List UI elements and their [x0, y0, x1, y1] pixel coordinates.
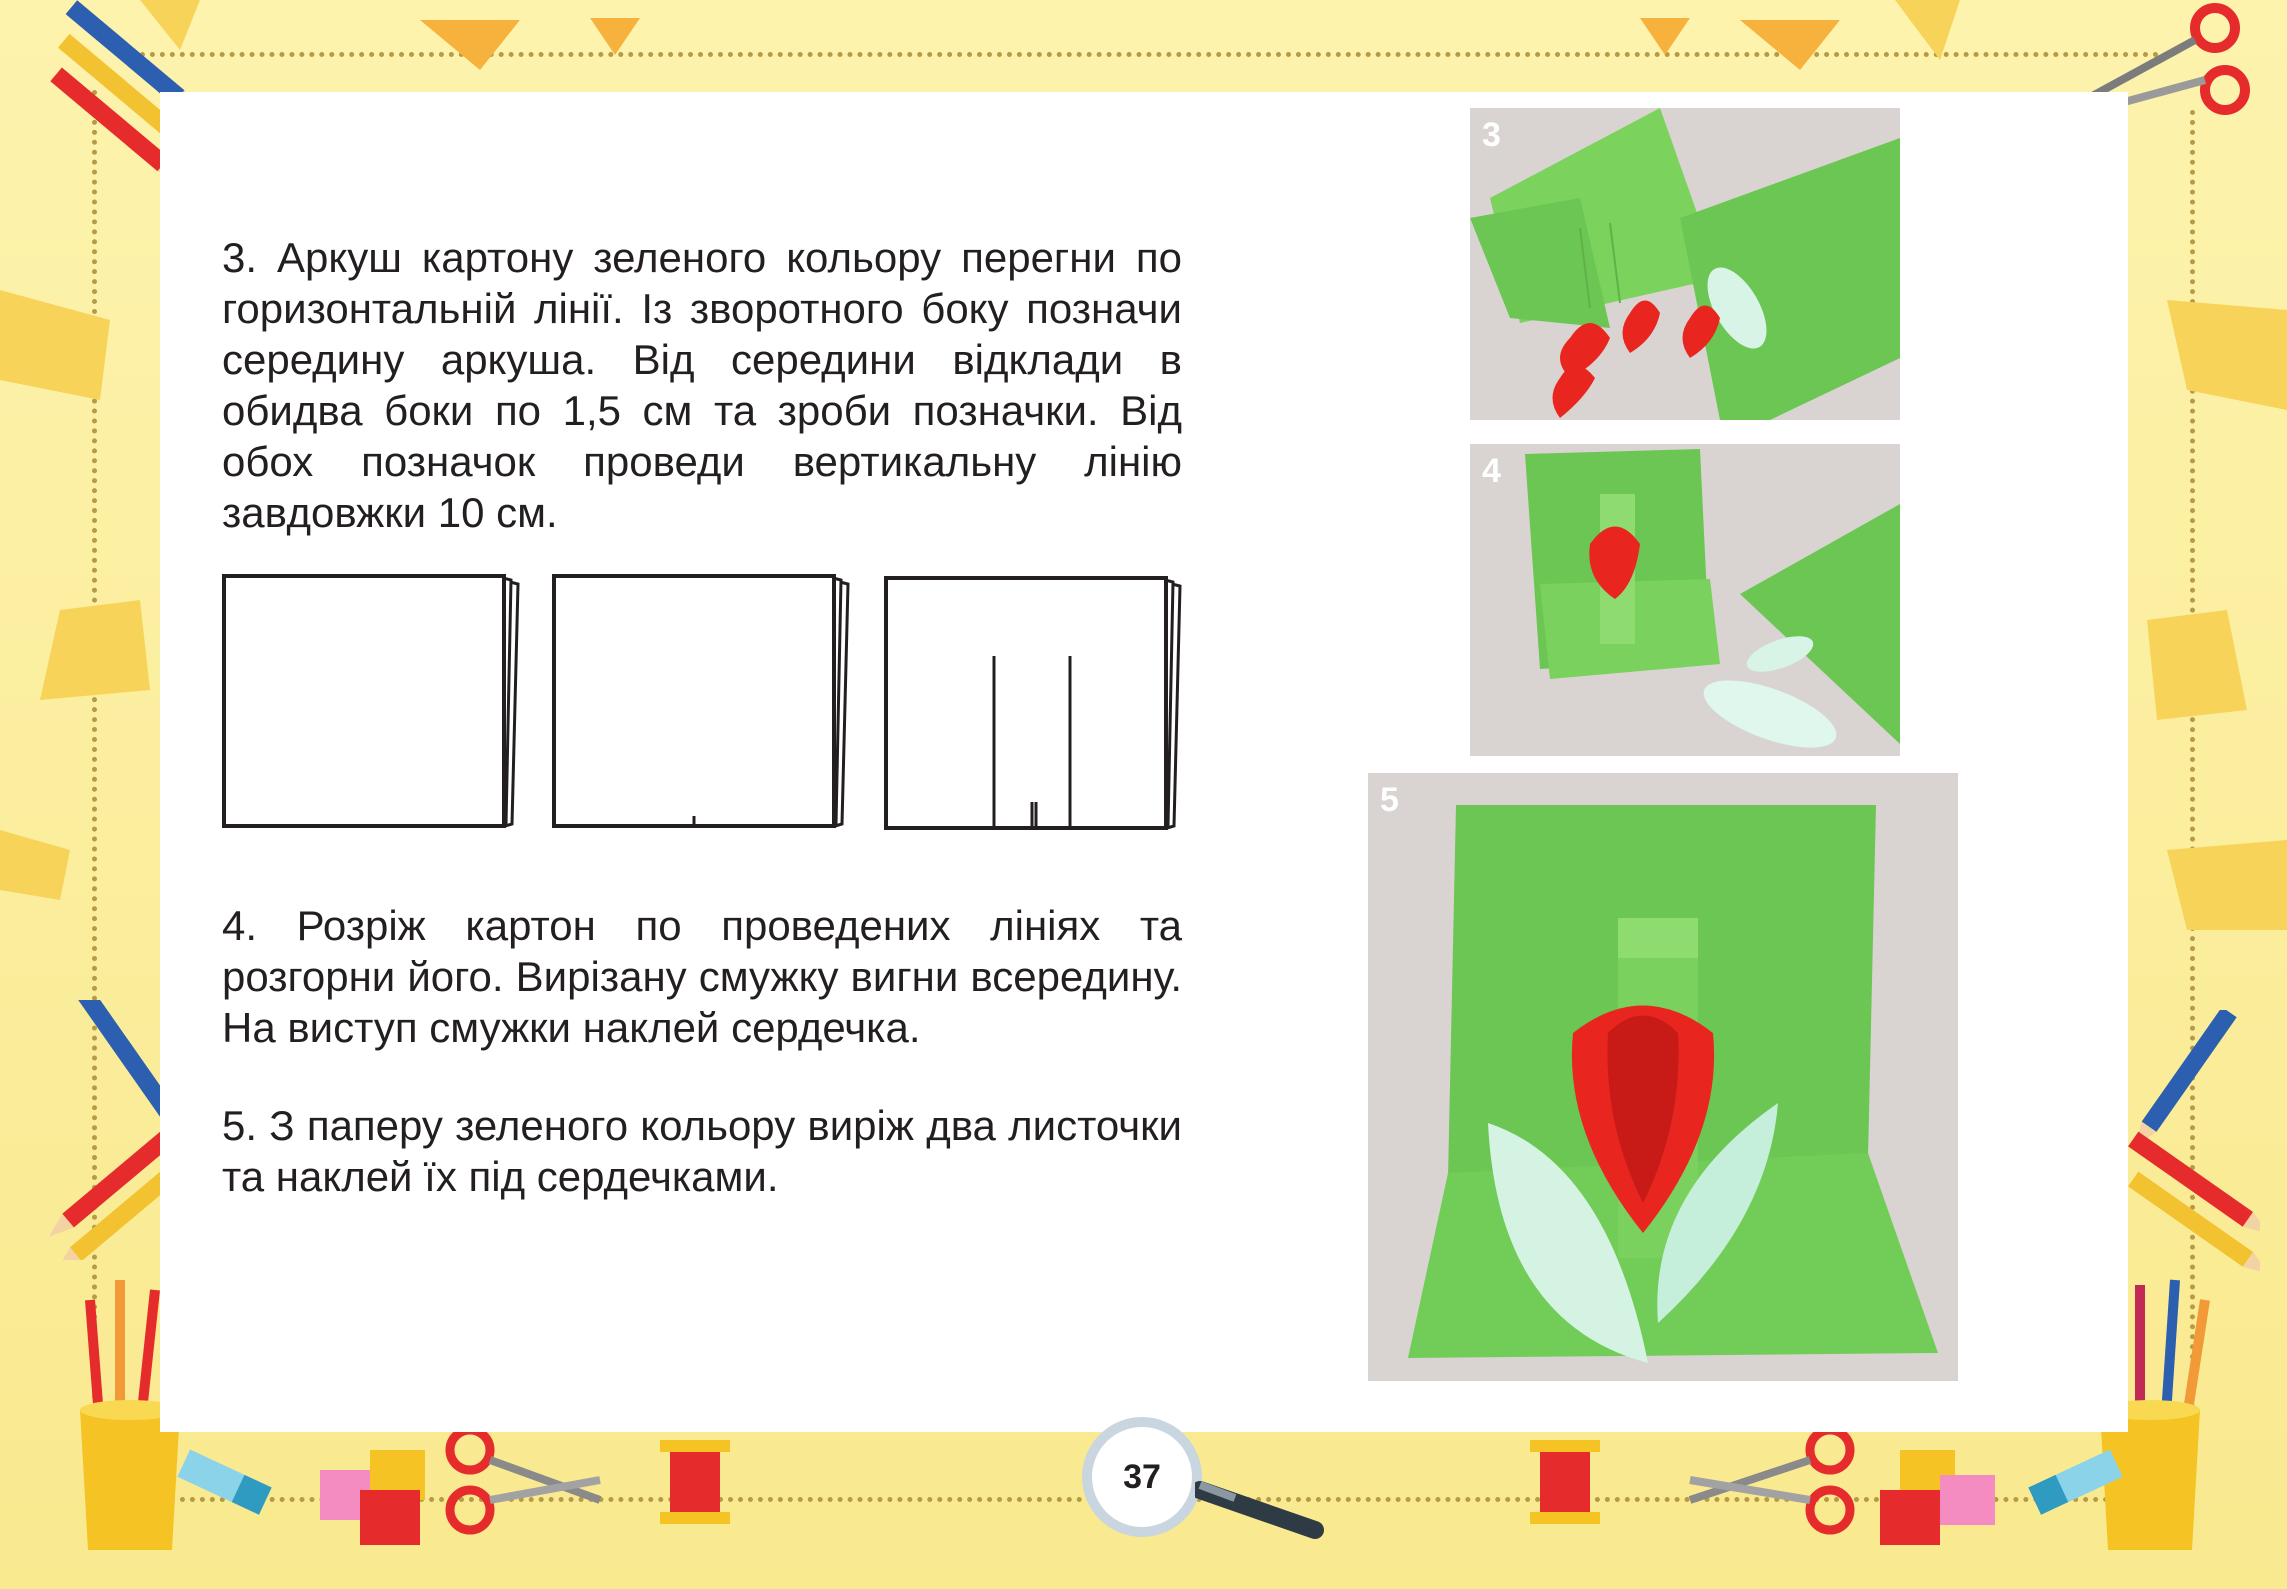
magnifier-handle-icon [1195, 1480, 1325, 1550]
photo-5-number: 5 [1380, 781, 1399, 819]
photo-4-illustration [1470, 444, 1900, 756]
step-4-text: 4. Розріж картон по проведених лініях та розгорни його. Вирізану смужку вигни всередину. На виступ смужки наклей сердечка. [222, 902, 1182, 1051]
photo-3-illustration [1470, 108, 1900, 420]
page-number: 37 [1082, 1417, 1202, 1537]
photo-5-illustration [1368, 773, 1958, 1381]
step-5-text: 5. З паперу зеленого кольору виріж два листочки та наклей їх під сердечками. [222, 1102, 1182, 1200]
fold-diagram-1 [220, 570, 520, 840]
photo-step-4 [1470, 444, 1900, 756]
pencils-right-icon [2120, 1010, 2260, 1290]
photo-step-5 [1368, 773, 1958, 1381]
photo-4-number: 4 [1482, 452, 1501, 490]
bottom-decor-left [170, 1420, 1070, 1550]
fold-diagram-3 [882, 570, 1182, 840]
photo-3-number: 3 [1482, 116, 1501, 154]
fold-diagram-2 [550, 570, 850, 840]
photo-step-3 [1470, 108, 1900, 420]
step-3-text: 3. Аркуш картону зеленого кольору перегни по горизонтальній лінії. Із зворотного боку позначи середину аркуша. Від середини відклади в обидва боки по 1,5 см та зроби позначки. Від обох позначок проведи вертикальну лінію завдовжки 10 см. [222, 234, 1182, 536]
triangle-pennants-top [0, 0, 2287, 100]
bottom-decor-right [1520, 1420, 2287, 1550]
